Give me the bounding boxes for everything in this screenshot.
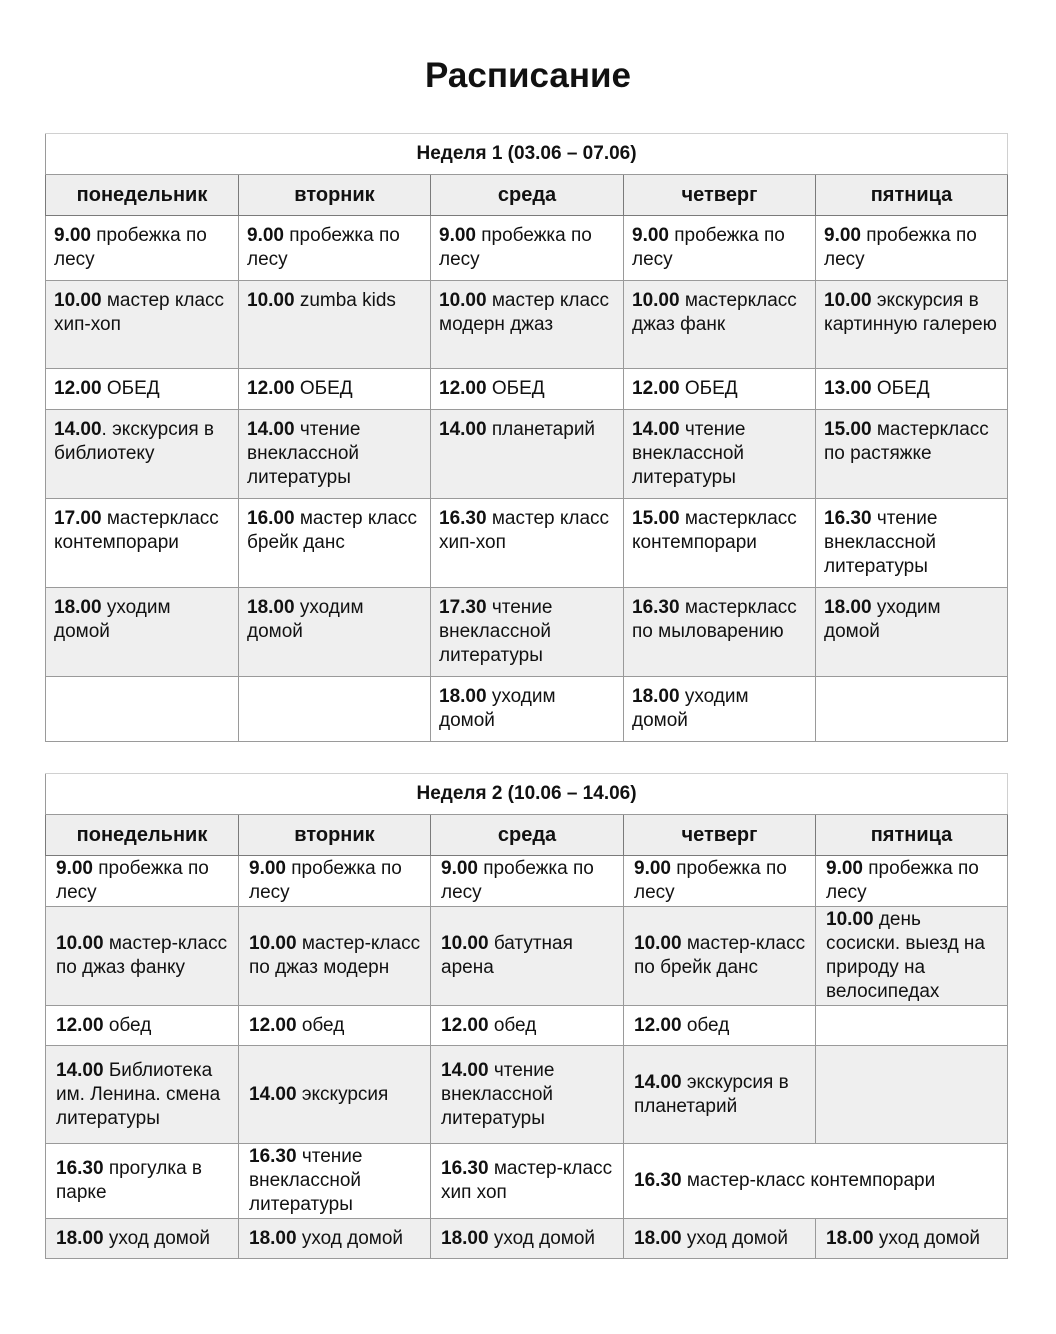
event-text: планетарий (486, 419, 596, 440)
day-header-wednesday: среда (431, 175, 624, 216)
schedule-cell (46, 369, 239, 410)
schedule-cell (816, 588, 1008, 677)
event-time: 16.30 (632, 597, 680, 618)
schedule-cell (431, 677, 624, 742)
event-time: 14.00 (439, 419, 487, 440)
schedule-cell (239, 281, 431, 369)
event-time: 10.00 (56, 933, 104, 954)
schedule-cell (239, 1144, 431, 1219)
schedule-cell (624, 1144, 1008, 1219)
event-text: мастер-класс контемпорари (681, 1170, 936, 1191)
event-text: чтение внеклассной литературы (247, 419, 361, 488)
schedule-cell (624, 1046, 816, 1144)
event-time: 18.00 (439, 686, 487, 707)
schedule-cell (431, 410, 624, 499)
event-time: 10.00 (441, 933, 489, 954)
schedule-cell (816, 907, 1008, 1006)
schedule-cell (239, 588, 431, 677)
schedule-cell (431, 1144, 624, 1219)
event-time: 16.30 (56, 1158, 104, 1179)
schedule-cell (46, 499, 239, 588)
page-title: Расписание (425, 56, 631, 95)
event-text: уход домой (488, 1227, 596, 1249)
table-row (46, 499, 1008, 588)
event-text: пробежка по лесу (247, 225, 400, 270)
schedule-cell (816, 281, 1008, 369)
event-text: . экскурсия в библиотеку (54, 419, 214, 464)
event-text: мастер-класс по джаз модерн (249, 933, 421, 978)
event-time: 12.00 (439, 378, 487, 399)
schedule-cell (46, 907, 239, 1006)
schedule-cell (239, 856, 431, 907)
event-text: мастер-класс хип хоп (441, 1158, 613, 1203)
schedule-cell (624, 856, 816, 907)
event-time: 10.00 (247, 290, 295, 311)
schedule-cell (431, 499, 624, 588)
event-text: обед (296, 1014, 345, 1036)
event-time: 18.00 (632, 686, 680, 707)
schedule-cell (239, 907, 431, 1006)
event-text: обед (681, 1014, 730, 1036)
schedule-cell (431, 907, 624, 1006)
event-text: мастеркласс по мыловарению (632, 597, 797, 642)
table-row (46, 856, 1008, 907)
week-1-title: Неделя 1 (03.06 – 07.06) (46, 134, 1008, 175)
table-row (46, 216, 1008, 281)
week-2-title: Неделя 2 (10.06 – 14.06) (46, 774, 1008, 815)
event-text: уход домой (103, 1227, 211, 1249)
schedule-cell (624, 216, 816, 281)
event-text: мастеркласс контемпорари (54, 508, 219, 553)
table-row (46, 1046, 1008, 1144)
schedule-cell (239, 369, 431, 410)
event-time: 18.00 (634, 1227, 682, 1249)
schedule-cell (46, 1144, 239, 1219)
table-row (46, 1219, 1008, 1259)
schedule-cell (816, 410, 1008, 499)
event-text: мастеркласс джаз фанк (632, 290, 797, 335)
event-time: 9.00 (439, 225, 476, 246)
event-time: 10.00 (824, 290, 872, 311)
schedule-cell (46, 1219, 239, 1259)
schedule-cell (624, 499, 816, 588)
event-time: 12.00 (441, 1014, 489, 1036)
event-text: день сосиски. выезд на природу на велосипедах (826, 909, 985, 1002)
event-time: 18.00 (247, 597, 295, 618)
event-time: 12.00 (56, 1014, 104, 1036)
schedule-cell (624, 1006, 816, 1046)
schedule-cell (431, 216, 624, 281)
event-text: мастер класс хип-хоп (54, 290, 225, 335)
event-time: 10.00 (54, 290, 102, 311)
schedule-cell (816, 1006, 1008, 1046)
event-time: 9.00 (824, 225, 861, 246)
schedule-cell (46, 588, 239, 677)
day-header-thursday: четверг (624, 815, 816, 856)
event-text: ОБЕД (871, 378, 930, 399)
schedule-cell (239, 499, 431, 588)
event-text: уходим домой (824, 597, 941, 642)
schedule-cell (624, 410, 816, 499)
event-time: 14.00 (249, 1083, 297, 1105)
event-text: пробежка по лесу (249, 858, 402, 903)
event-time: 12.00 (634, 1014, 682, 1036)
table-row (46, 1006, 1008, 1046)
event-text: мастер класс модерн джаз (439, 290, 610, 335)
schedule-cell (624, 588, 816, 677)
event-text: уходим домой (439, 686, 556, 731)
schedule-cell (239, 1219, 431, 1259)
event-text: мастеркласс контемпорари (632, 508, 797, 553)
day-header-friday: пятница (816, 175, 1008, 216)
schedule-cell (239, 216, 431, 281)
event-text: уходим домой (54, 597, 171, 642)
event-time: 18.00 (56, 1227, 104, 1249)
event-time: 9.00 (826, 858, 863, 879)
day-header-thursday: четверг (624, 175, 816, 216)
event-text: мастеркласс по растяжке (824, 419, 989, 464)
event-time: 16.30 (249, 1146, 297, 1167)
schedule-cell (431, 1046, 624, 1144)
event-time: 16.30 (634, 1170, 682, 1191)
event-text: zumba kids (294, 290, 396, 311)
day-header-monday: понедельник (46, 815, 239, 856)
event-text: экскурсия в планетарий (634, 1071, 789, 1117)
table-row (46, 588, 1008, 677)
event-time: 14.00 (247, 419, 295, 440)
event-time: 12.00 (249, 1014, 297, 1036)
event-text: пробежка по лесу (826, 858, 979, 903)
event-time: 18.00 (824, 597, 872, 618)
schedule-cell (431, 588, 624, 677)
day-header-monday: понедельник (46, 175, 239, 216)
event-text: пробежка по лесу (439, 225, 592, 270)
event-time: 9.00 (247, 225, 284, 246)
table-row (46, 677, 1008, 742)
table-row (46, 1144, 1008, 1219)
event-text: пробежка по лесу (824, 225, 977, 270)
event-time: 16.00 (247, 508, 295, 529)
schedule-cell (431, 1006, 624, 1046)
event-text: пробежка по лесу (54, 225, 207, 270)
schedule-cell (46, 216, 239, 281)
event-text: мастер-класс по брейк данс (634, 933, 806, 978)
event-text: экскурсия в картинную галерею (824, 290, 997, 335)
event-time: 15.00 (632, 508, 680, 529)
table-row (46, 907, 1008, 1006)
event-text: уход домой (681, 1227, 789, 1249)
event-time: 10.00 (439, 290, 487, 311)
event-text: чтение внеклассной литературы (249, 1146, 363, 1215)
event-text: батутная арена (441, 933, 573, 978)
schedule-cell (624, 907, 816, 1006)
event-text: пробежка по лесу (634, 858, 787, 903)
day-header-tuesday: вторник (239, 175, 431, 216)
day-header-wednesday: среда (431, 815, 624, 856)
schedule-cell (816, 369, 1008, 410)
schedule-cell (624, 1219, 816, 1259)
event-time: 17.30 (439, 597, 487, 618)
event-text: уход домой (873, 1227, 981, 1249)
event-text: Библиотека им. Ленина. смена литературы (56, 1059, 221, 1129)
event-time: 16.30 (439, 508, 487, 529)
schedule-cell (624, 281, 816, 369)
event-text: уходим домой (247, 597, 364, 642)
event-time: 10.00 (249, 933, 297, 954)
schedule-cell (239, 410, 431, 499)
event-text: ОБЕД (294, 378, 353, 399)
event-time: 14.00 (441, 1059, 489, 1081)
schedule-cell (816, 677, 1008, 742)
event-time: 16.30 (441, 1158, 489, 1179)
schedule-cell (431, 856, 624, 907)
event-text: чтение внеклассной литературы (824, 508, 938, 577)
schedule-cell (624, 677, 816, 742)
table-row (46, 281, 1008, 369)
event-time: 10.00 (632, 290, 680, 311)
event-text: чтение внеклассной литературы (441, 1059, 555, 1129)
event-time: 18.00 (826, 1227, 874, 1249)
event-time: 18.00 (441, 1227, 489, 1249)
table-row (46, 410, 1008, 499)
schedule-cell (46, 281, 239, 369)
schedule-cell (431, 281, 624, 369)
event-text: прогулка в парке (56, 1158, 203, 1203)
event-time: 18.00 (249, 1227, 297, 1249)
event-text: мастер-класс по джаз фанку (56, 933, 228, 978)
event-time: 12.00 (632, 378, 680, 399)
event-time: 14.00 (54, 419, 102, 440)
event-text: пробежка по лесу (441, 858, 594, 903)
schedule-cell (46, 1006, 239, 1046)
schedule-cell (46, 677, 239, 742)
schedule-cell (239, 677, 431, 742)
event-time: 13.00 (824, 378, 872, 399)
schedule-cell (431, 1219, 624, 1259)
event-text: мастер класс хип-хоп (439, 508, 610, 553)
event-text: мастер класс брейк данс (247, 508, 418, 553)
schedule-cell (46, 410, 239, 499)
event-time: 9.00 (634, 858, 671, 879)
schedule-cell (431, 369, 624, 410)
event-text: уходим домой (632, 686, 749, 731)
schedule-cell (816, 856, 1008, 907)
event-text: экскурсия (296, 1083, 389, 1105)
event-time: 15.00 (824, 419, 872, 440)
event-text: чтение внеклассной литературы (439, 597, 553, 666)
schedule-cell (624, 369, 816, 410)
event-time: 14.00 (634, 1071, 682, 1093)
event-time: 17.00 (54, 508, 102, 529)
event-time: 9.00 (632, 225, 669, 246)
event-time: 14.00 (56, 1059, 104, 1081)
event-time: 14.00 (632, 419, 680, 440)
event-time: 9.00 (56, 858, 93, 879)
day-header-friday: пятница (816, 815, 1008, 856)
event-time: 9.00 (441, 858, 478, 879)
event-time: 9.00 (54, 225, 91, 246)
event-text: уход домой (296, 1227, 404, 1249)
event-time: 12.00 (54, 378, 102, 399)
event-time: 12.00 (247, 378, 295, 399)
day-header-tuesday: вторник (239, 815, 431, 856)
event-text: ОБЕД (486, 378, 545, 399)
week-1-table (45, 133, 1008, 742)
event-text: обед (488, 1014, 537, 1036)
schedule-cell (816, 1219, 1008, 1259)
event-time: 16.30 (824, 508, 872, 529)
event-text: пробежка по лесу (56, 858, 209, 903)
event-text: чтение внеклассной литературы (632, 419, 746, 488)
schedule-cell (816, 499, 1008, 588)
week-2-table (45, 773, 1008, 1259)
event-text: обед (103, 1014, 152, 1036)
schedule-cell (816, 1046, 1008, 1144)
event-text: ОБЕД (679, 378, 738, 399)
schedule-cell (816, 216, 1008, 281)
schedule-cell (239, 1046, 431, 1144)
event-time: 10.00 (826, 909, 874, 930)
schedule-cell (46, 856, 239, 907)
schedule-cell (46, 1046, 239, 1144)
event-text: ОБЕД (101, 378, 160, 399)
schedule-cell (239, 1006, 431, 1046)
event-time: 9.00 (249, 858, 286, 879)
table-row (46, 369, 1008, 410)
event-time: 10.00 (634, 933, 682, 954)
event-time: 18.00 (54, 597, 102, 618)
event-text: пробежка по лесу (632, 225, 785, 270)
